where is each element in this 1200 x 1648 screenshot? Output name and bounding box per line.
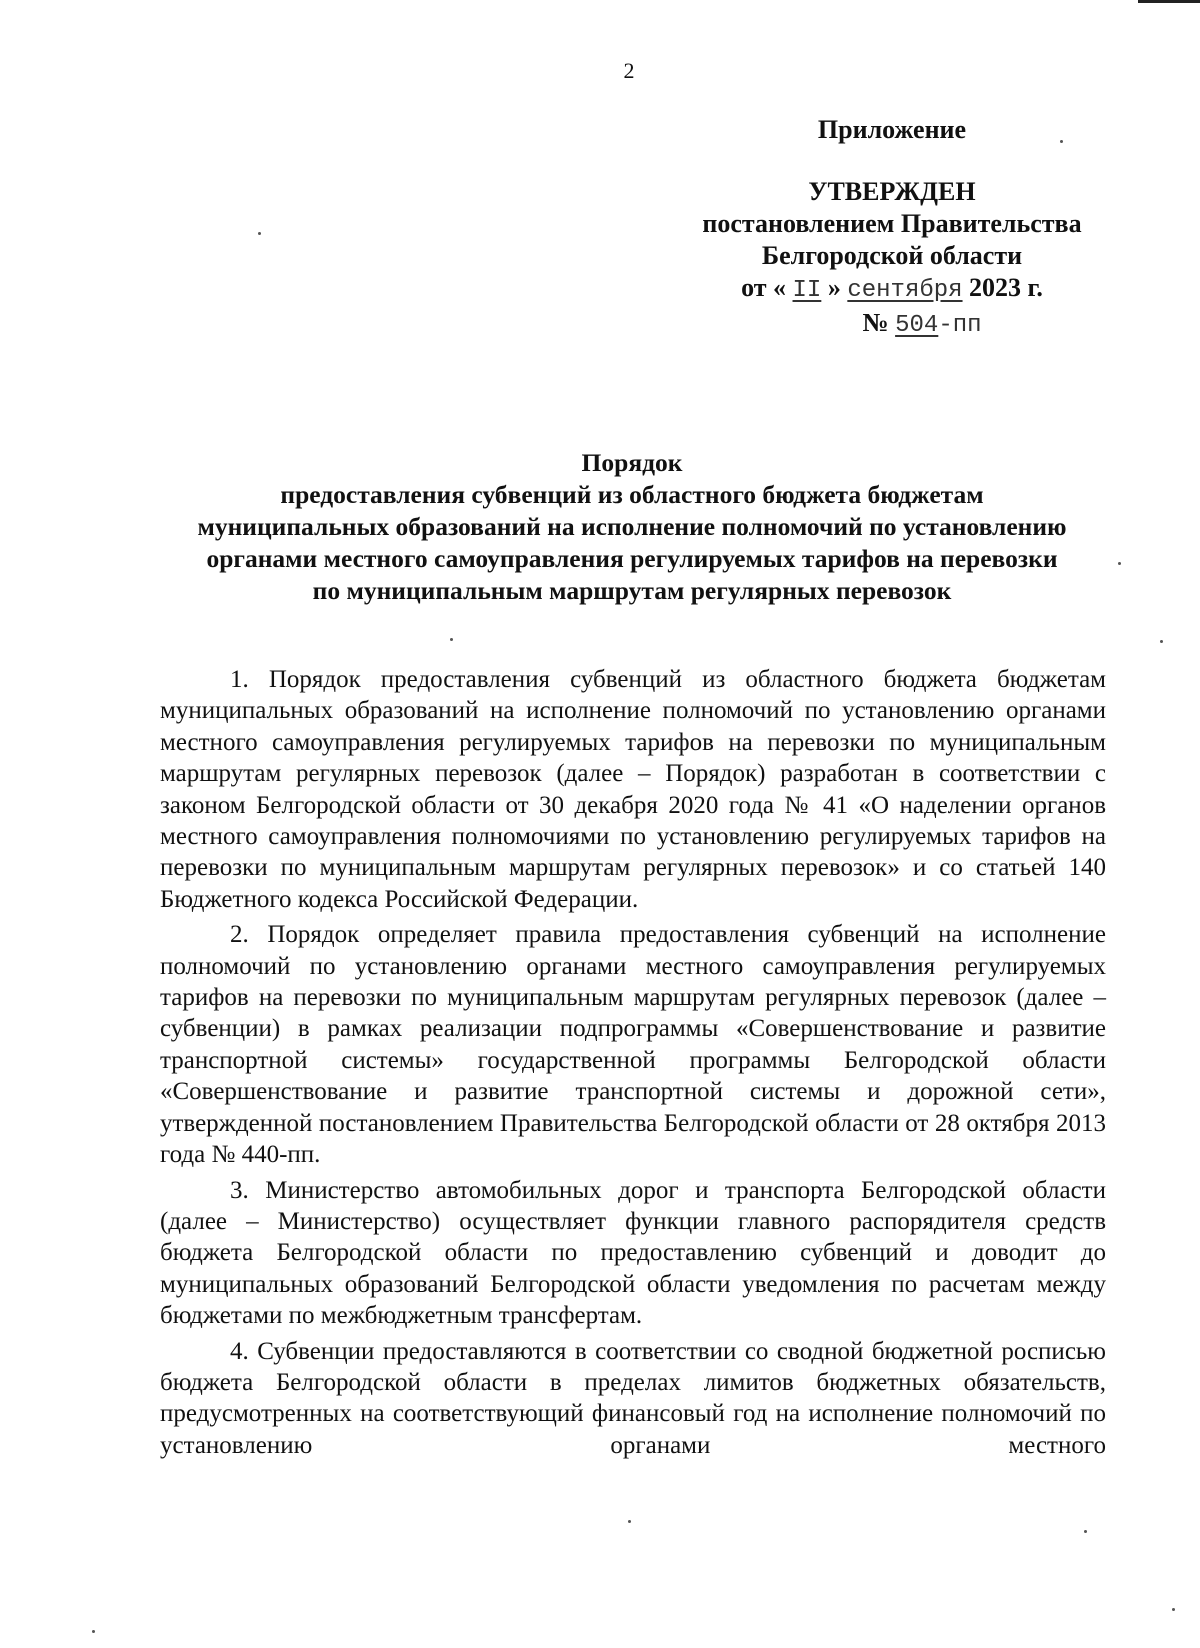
document-body: [160, 664, 1106, 1465]
approval-block: [620, 176, 1164, 342]
scan-edge-line: [1138, 0, 1200, 3]
title-line-1: предоставления субвенций из областного бюджета бюджетам: [280, 480, 984, 509]
paragraph-1: 1. Порядок предоставления субвенций из областного бюджета бюджетам муниципальных образований на исполнение полномочий по установлению органами местного самоуправления регулируемых тарифов на перевозки по муниципальным маршрутам регулярных перевозок (далее – Порядок) разработан в соответствии с законом Белгородской области от 30 декабря 2020 года № 41 «О наделении органов местного самоуправления полномочиями по установлению регулируемых тарифов на перевозки по муниципальным маршрутам регулярных перевозок» и со статьей 140 Бюджетного кодекса Российской Федерации.: [160, 666, 1106, 913]
date-mid: »: [827, 273, 841, 302]
title-line-4: по муниципальным маршрутам регулярных перевозок: [312, 576, 952, 605]
title-line-2: муниципальных образований на исполнение полномочий по установлению: [197, 512, 1067, 541]
scan-speck: [1160, 640, 1163, 643]
scan-speck: [1118, 562, 1121, 565]
approved-heading: УТВЕРЖДЕН: [808, 177, 976, 206]
approval-date-line: [620, 272, 1164, 307]
number-value: 504: [895, 312, 939, 339]
page-number: 2: [623, 58, 635, 83]
scan-speck: [628, 1520, 631, 1523]
approval-number-line: [620, 307, 1164, 342]
number-suffix: -пп: [938, 312, 982, 339]
scan-speck: [92, 1630, 95, 1633]
paragraph-2: 2. Порядок определяет правила предоставления субвенций на исполнение полномочий по установлению органами местного самоуправления регулируемых тарифов на перевозки по муниципальным маршрутам регулярных перевозок (далее – субвенции) в рамках реализации подпрограммы «Совершенствование и развитие транспортной системы» государственной программы Белгородской области «Совершенствование и развитие транспортной системы и дорожной сети», утвержденной постановлением Правительства Белгородской области от 28 октября 2013 года № 440-пп.: [160, 921, 1106, 1169]
approved-by-line-2: Белгородской области: [761, 241, 1023, 270]
scan-speck: [450, 638, 453, 641]
scan-speck: [1172, 1608, 1175, 1611]
scan-speck: [1060, 140, 1063, 143]
paragraph-4: 4. Субвенции предоставляются в соответствии со сводной бюджетной росписью бюджета Белгородской области в пределах лимитов бюджетных обязательств, предусмотренных на соответствующий финансовый год на исполнение полномочий по установлению органами местного: [160, 1337, 1106, 1459]
date-month: сентября: [847, 277, 963, 304]
number-prefix: №: [862, 308, 889, 337]
scan-speck: [1084, 1530, 1087, 1533]
date-prefix: от «: [741, 273, 787, 302]
title-heading: Порядок: [581, 448, 683, 477]
scan-speck: [258, 232, 261, 235]
appendix-label: Приложение: [817, 115, 967, 144]
date-year: 2023 г.: [969, 273, 1043, 302]
document-title: [150, 447, 1114, 607]
date-day: II: [792, 277, 822, 304]
approved-by-line-1: постановлением Правительства: [702, 209, 1082, 238]
title-line-3: органами местного самоуправления регулируемых тарифов на перевозки: [206, 544, 1058, 573]
paragraph-3: 3. Министерство автомобильных дорог и транспорта Белгородской области (далее – Министерство) осуществляет функции главного распорядителя средств бюджета Белгородской области по предоставлению субвенций и доводит до муниципальных образований Белгородской области уведомления по расчетам между бюджетами по межбюджетным трансфертам.: [160, 1176, 1106, 1330]
